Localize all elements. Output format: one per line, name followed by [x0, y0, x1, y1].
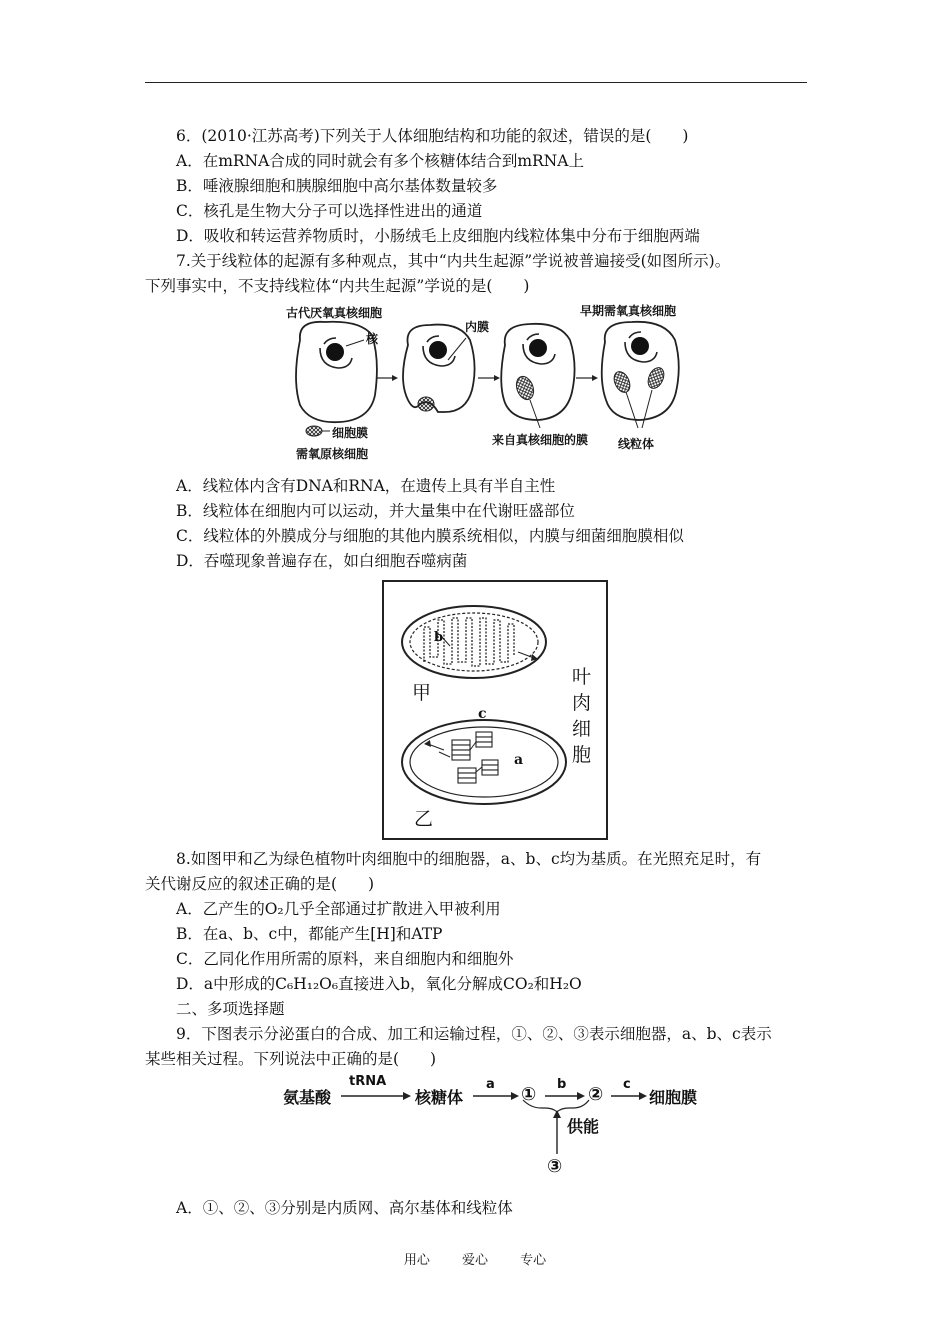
q7-option-d: D．吞噬现象普遍存在，如白细胞吞噬病菌	[176, 552, 468, 570]
q7-stem-line1: 7.关于线粒体的起源有多种观点，其中“内共生起源”学说被普遍接受(如图所示)。	[176, 252, 731, 270]
label-nucleus: 核	[366, 332, 379, 346]
q7-option-c: C．线粒体的外膜成分与细胞的其他内膜系统相似，内膜与细菌细胞膜相似	[176, 527, 684, 545]
label-ancient-anaerobic-eukaryote: 古代厌氧真核细胞	[286, 306, 383, 320]
label-mitochondria: 线粒体	[618, 437, 655, 451]
label-mesophyll-cell	[572, 664, 596, 768]
flow-trna-label: tRNA	[349, 1074, 387, 1089]
q8-stem-line1: 8.如图甲和乙为绿色植物叶肉细胞中的细胞器，a、b、c均为基质。在光照充足时，有	[176, 850, 762, 868]
page-footer	[0, 1249, 950, 1268]
endosymbiosis-figure	[280, 300, 700, 470]
flow-cell-membrane: 细胞膜	[649, 1088, 698, 1107]
section-heading-multiple-choice: 二、多项选择题	[176, 1000, 285, 1018]
label-cell-membrane: 细胞膜	[332, 426, 369, 440]
q6-option-b: B．唾液腺细胞和胰腺细胞中高尔基体数量较多	[176, 177, 498, 195]
footer-text-2: 爱心	[461, 1253, 488, 1268]
q6-option-d: D．吸收和转运营养物质时，小肠绒毛上皮细胞内线粒体集中分布于细胞两端	[176, 227, 700, 245]
flow-amino-acid: 氨基酸	[283, 1088, 332, 1107]
flow-organelle-3: ③	[547, 1156, 563, 1177]
mitochondrion-outer	[402, 606, 546, 678]
q6-option-c: C．核孔是生物大分子可以选择性进出的通道	[176, 202, 483, 220]
q9-stem-line2: 某些相关过程。下列说法中正确的是( )	[145, 1050, 437, 1068]
mesophyll-char-3: 细	[572, 718, 592, 740]
label-c: c	[478, 706, 487, 722]
flow-organelle-1: ①	[521, 1084, 537, 1105]
label-early-aerobic-eukaryote: 早期需氧真核细胞	[580, 304, 677, 318]
q9-option-a: A．①、②、③分别是内质网、高尔基体和线粒体	[176, 1199, 513, 1217]
nucleus-3	[529, 339, 547, 357]
footer-text-1: 用心	[403, 1253, 430, 1268]
secretion-flow-diagram	[283, 1074, 723, 1184]
flow-process-c: c	[623, 1077, 631, 1092]
label-membrane-from-eukaryote: 来自真核细胞的膜	[492, 433, 589, 447]
flow-ribosome: 核糖体	[415, 1088, 464, 1107]
nucleus-2	[429, 341, 447, 359]
label-a: a	[514, 752, 524, 768]
q7-option-b: B．线粒体在细胞内可以运动，并大量集中在代谢旺盛部位	[176, 502, 575, 520]
footer-text-3: 专心	[520, 1253, 547, 1268]
q8-option-b: B．在a、b、c中，都能产生[H]和ATP	[176, 925, 443, 943]
aerobic-prokaryote	[306, 426, 322, 436]
engulfing-cell-body	[403, 325, 475, 412]
q8-option-a: A．乙产生的O₂几乎全部通过扩散进入甲被利用	[176, 900, 501, 918]
label-yi: 乙	[414, 808, 434, 830]
label-aerobic-prokaryote: 需氧原核细胞	[296, 447, 369, 461]
early-aerobic-cell-body	[602, 322, 679, 420]
q8-option-c: C．乙同化作用所需的原料，来自细胞内和细胞外	[176, 950, 514, 968]
q7-option-a: A．线粒体内含有DNA和RNA，在遗传上具有半自主性	[176, 477, 556, 495]
organelle-figure	[382, 580, 608, 840]
label-jia: 甲	[412, 682, 432, 704]
ancient-cell-body	[296, 322, 377, 422]
mesophyll-char-2: 肉	[572, 692, 592, 714]
flow-process-a: a	[486, 1077, 495, 1092]
thylakoid-grana	[452, 732, 498, 783]
flow-organelle-2: ②	[588, 1084, 604, 1105]
mesophyll-char-1: 叶	[572, 666, 592, 688]
label-b: b	[434, 630, 444, 645]
q6-stem: 6．(2010·江苏高考)下列关于人体细胞结构和功能的叙述，错误的是( )	[176, 127, 689, 145]
flow-process-b: b	[557, 1077, 567, 1092]
nucleus-4	[631, 337, 649, 355]
flow-energy-supply: 供能	[567, 1117, 600, 1136]
nucleus-1	[326, 343, 344, 361]
q9-stem-line1: 9．下图表示分泌蛋白的合成、加工和运输过程，①、②、③表示细胞器，a、b、c表示	[176, 1025, 772, 1043]
q6-option-a: A．在mRNA合成的同时就会有多个核糖体结合到mRNA上	[176, 152, 584, 170]
intermediate-cell-body	[501, 324, 574, 420]
header-rule	[145, 82, 807, 83]
mesophyll-char-4: 胞	[572, 744, 592, 766]
label-inner-membrane: 内膜	[465, 320, 490, 334]
q8-option-d: D．a中形成的C₆H₁₂O₆直接进入b，氧化分解成CO₂和H₂O	[176, 975, 582, 993]
q7-stem-line2: 下列事实中，不支持线粒体“内共生起源”学说的是( )	[145, 277, 530, 295]
q8-stem-line2: 关代谢反应的叙述正确的是( )	[145, 875, 375, 893]
